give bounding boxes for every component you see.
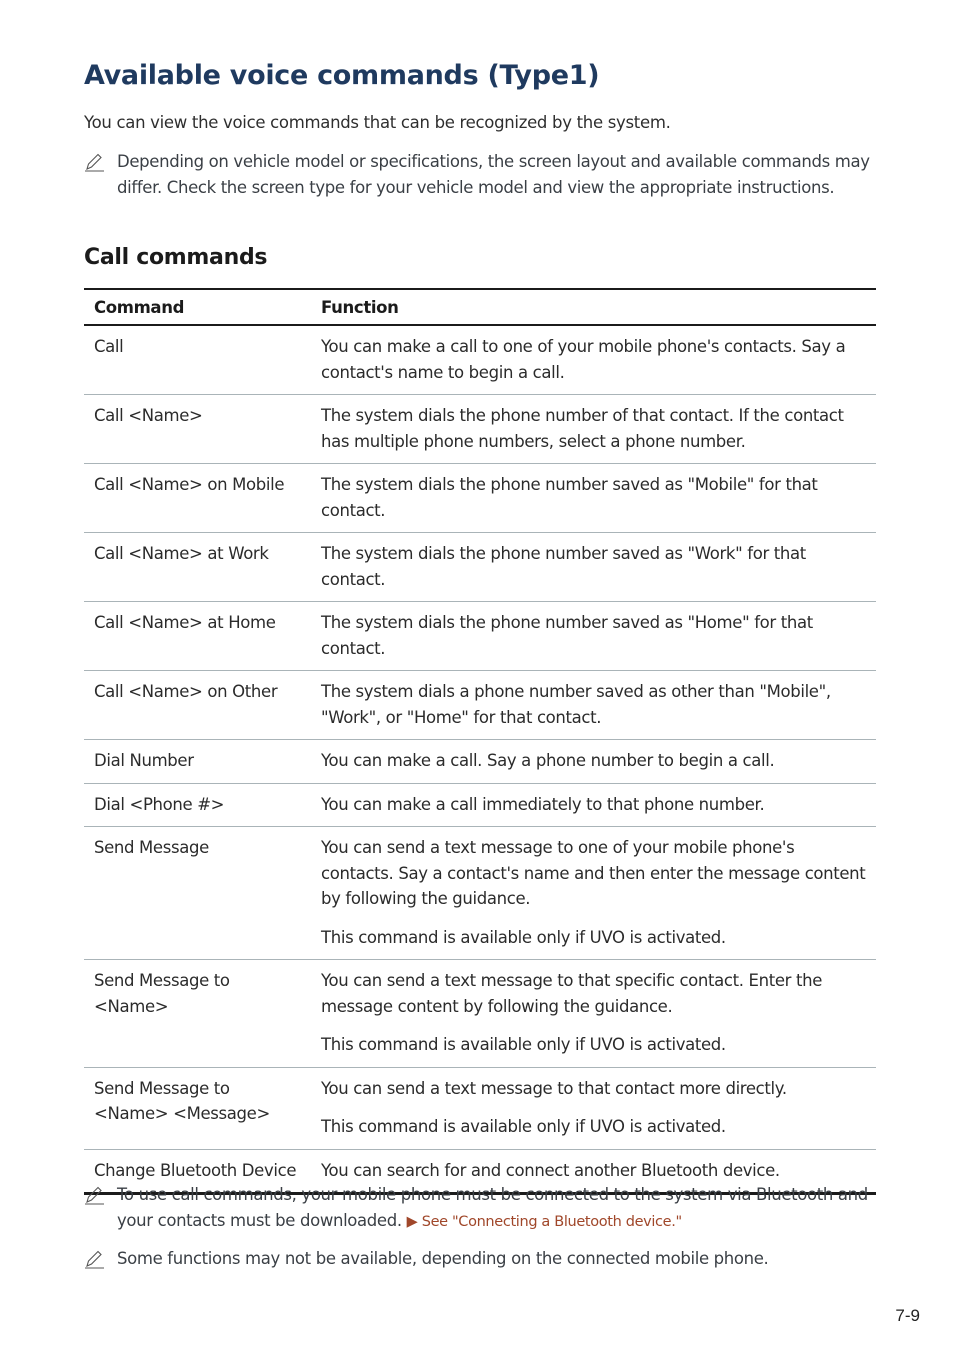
table-header-row [84, 289, 876, 325]
note-text: Some functions may not be available, depending on the connected mobile phone. [117, 1249, 769, 1268]
function-text: You can make a call. Say a phone number to begin a call. [321, 751, 775, 770]
see-connecting-bluetooth-link[interactable]: ▶ See "Connecting a Bluetooth device." [406, 1213, 682, 1230]
table-row [84, 602, 876, 671]
intro-text: You can view the voice commands that can be recognized by the system. [84, 113, 671, 132]
function-cell [311, 395, 876, 464]
function-text: You can send a text message to that specific contact. Enter the message content by following the guidance. [321, 971, 823, 1016]
header-command: Command [84, 289, 311, 325]
function-text: You can send a text message to one of your mobile phone's contacts. Say a contact's name and then enter the message content by following the guidance. [321, 838, 866, 908]
note-text: To use call commands, your mobile phone must be connected to the system via Bluetooth and your contacts must be downloaded. [117, 1185, 868, 1230]
command-cell: Call [84, 325, 311, 395]
function-cell [311, 464, 876, 533]
command-cell: Change Bluetooth Device [84, 1149, 311, 1194]
page-title: Available voice commands (Type1) [84, 60, 600, 91]
table-row [84, 783, 876, 827]
function-text: The system dials the phone number saved as "Mobile" for that contact. [321, 475, 818, 520]
command-cell: Send Message [84, 827, 311, 960]
function-text: This command is available only if UVO is activated. [321, 1035, 726, 1054]
command-cell: Call <Name> [84, 395, 311, 464]
command-cell: Call <Name> on Mobile [84, 464, 311, 533]
command-cell: Dial <Phone #> [84, 783, 311, 827]
function-text: The system dials a phone number saved as other than "Mobile", "Work", or "Home" for that contact. [321, 682, 831, 727]
function-cell [311, 671, 876, 740]
function-cell [311, 602, 876, 671]
table-row [84, 671, 876, 740]
command-cell: Call <Name> on Other [84, 671, 311, 740]
function-cell [311, 783, 876, 827]
pencil-icon [84, 1249, 106, 1269]
call-commands-table [84, 288, 876, 1195]
header-function: Function [311, 289, 876, 325]
command-cell: Dial Number [84, 740, 311, 784]
function-cell [311, 960, 876, 1068]
note-functions [84, 1246, 876, 1272]
table-row [84, 827, 876, 960]
function-text: The system dials the phone number saved as "Home" for that contact. [321, 613, 813, 658]
table-row [84, 464, 876, 533]
table-row [84, 960, 876, 1068]
command-cell: Call <Name> at Work [84, 533, 311, 602]
page-number: 7-9 [895, 1306, 920, 1325]
table-row [84, 1067, 876, 1149]
function-text: You can make a call to one of your mobile phone's contacts. Say a contact's name to begin a call. [321, 337, 846, 382]
section-title: Call commands [84, 245, 268, 270]
command-cell: Call <Name> at Home [84, 602, 311, 671]
function-text: The system dials the phone number saved as "Work" for that contact. [321, 544, 806, 589]
table-row [84, 740, 876, 784]
note-text: Depending on vehicle model or specifications, the screen layout and available commands may differ. Check the screen type for your vehicle model and view the appropriate instructions. [117, 152, 870, 197]
function-cell [311, 1067, 876, 1149]
function-text: This command is available only if UVO is activated. [321, 1117, 726, 1136]
note-bluetooth [84, 1182, 876, 1235]
function-text: The system dials the phone number of that contact. If the contact has multiple phone numbers, select a phone number. [321, 406, 844, 451]
table-row [84, 395, 876, 464]
note-top [84, 149, 876, 200]
function-cell [311, 325, 876, 395]
command-cell: Send Message to <Name> [84, 960, 311, 1068]
function-cell [311, 827, 876, 960]
function-text: This command is available only if UVO is activated. [321, 927, 726, 947]
function-text: You can search for and connect another Bluetooth device. [321, 1160, 780, 1180]
function-cell [311, 533, 876, 602]
table-row [84, 533, 876, 602]
pencil-icon [84, 152, 106, 172]
table-row [84, 325, 876, 395]
command-cell: Send Message to <Name> <Message> [84, 1067, 311, 1149]
function-cell [311, 740, 876, 784]
pencil-icon [84, 1185, 106, 1205]
function-text: You can send a text message to that contact more directly. [321, 1078, 787, 1098]
function-text: You can make a call immediately to that phone number. [321, 794, 765, 814]
